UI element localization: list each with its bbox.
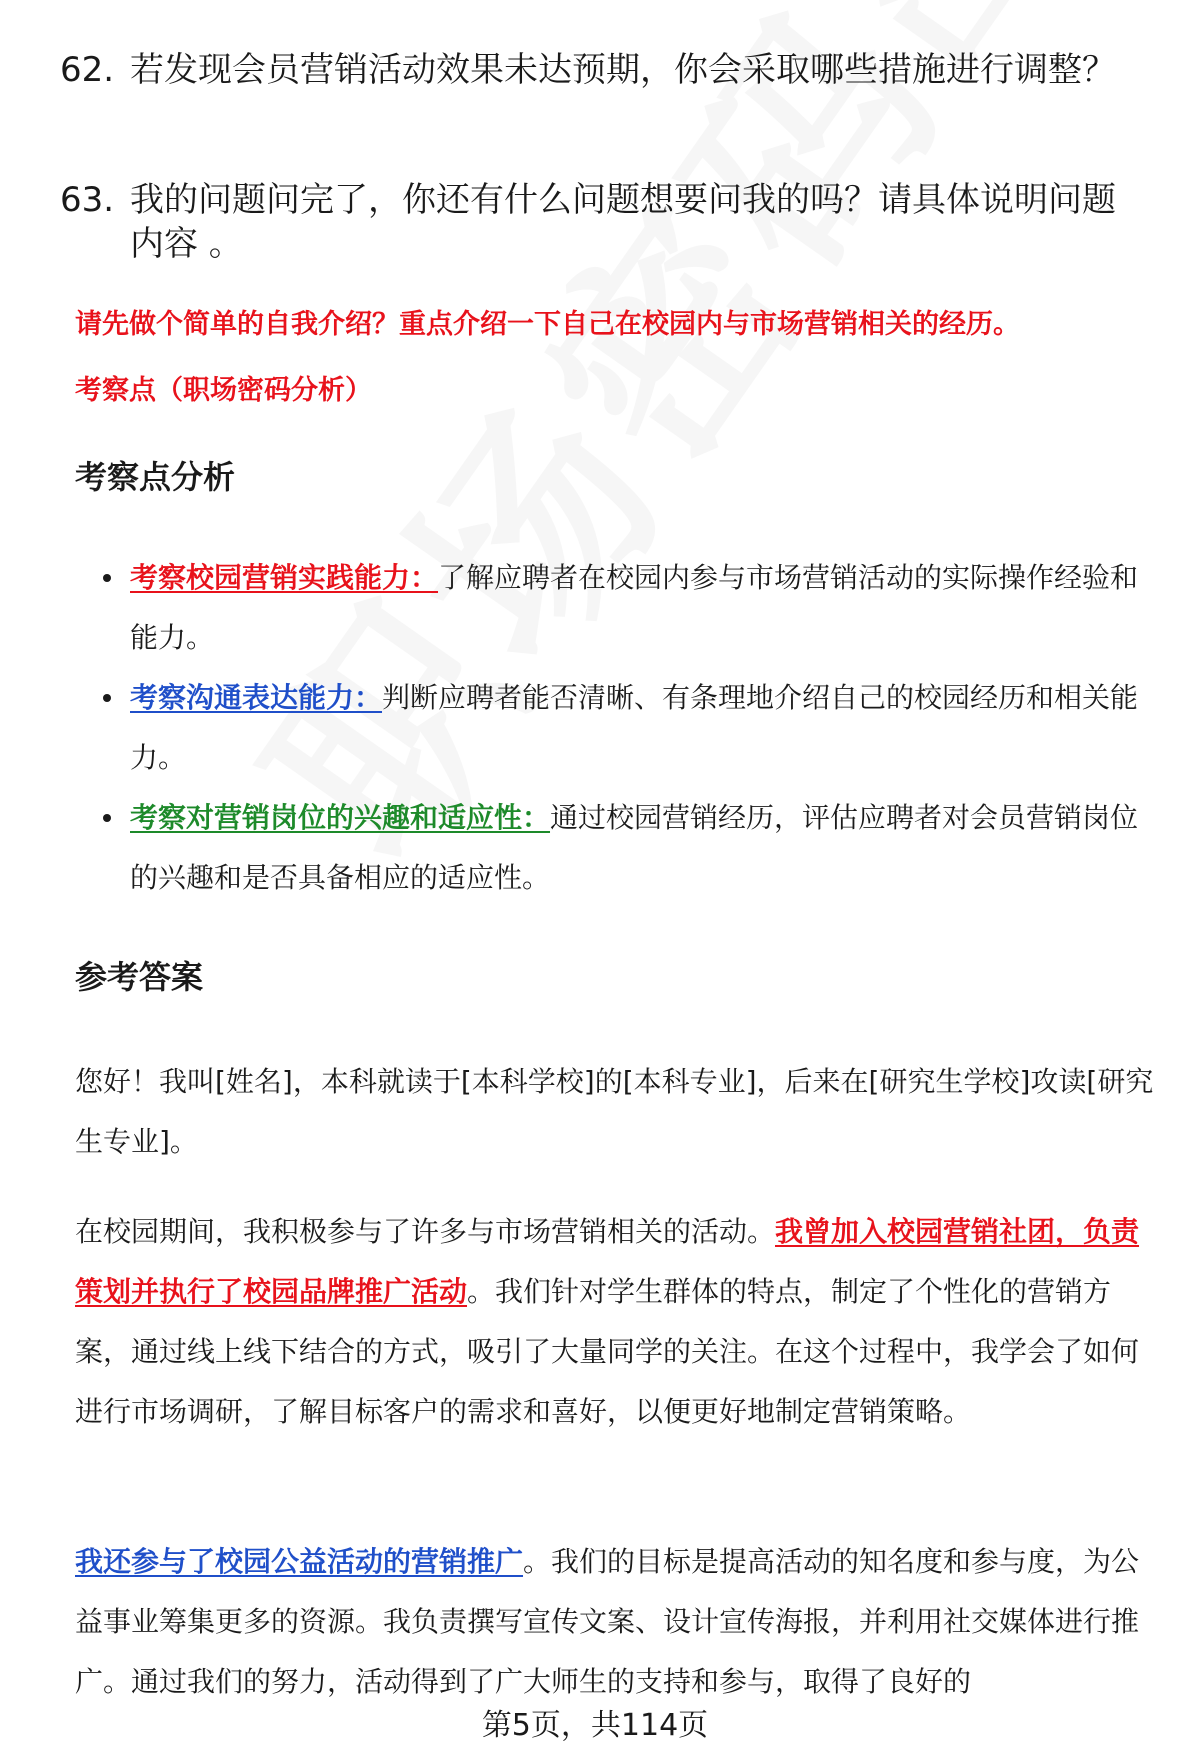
answer-paragraph-1: 您好！我叫[姓名]，本科就读于[本科学校]的[本科专业]，后来在[研究生学校]攻读[研究生专业]。 [75, 1065, 1154, 1158]
list-item [75, 668, 1155, 788]
point-label: 考察校园营销实践能力： [130, 561, 439, 594]
bullet-icon [103, 694, 111, 702]
paragraph-text: 。我们针对学生群体的特点，制定了个性化的营销方案，通过线上线下结合的方式，吸引了大量同学的关注。在这个过程中，我学会了如何进行市场调研，了解目标客户的需求和喜好，以便更好地制定营销策略。 [75, 1275, 1140, 1428]
question-number: 62. [60, 50, 115, 90]
point-text: 通过校园营销经历，评估应聘者对会员营销岗位的兴趣和是否具备相应的适应性。 [130, 801, 1139, 894]
answer-heading: 参考答案 [75, 958, 204, 996]
list-item [75, 548, 1155, 668]
question-number: 63. [60, 180, 115, 220]
list-item [75, 788, 1155, 908]
main-question: 请先做个简单的自我介绍？重点介绍一下自己在校园内与市场营销相关的经历。 [75, 309, 1020, 340]
point-text: 了解应聘者在校园内参与市场营销活动的实际操作经验和能力。 [130, 561, 1139, 654]
page-footer: 第5页，共114页 [481, 1708, 709, 1743]
analysis-list [75, 548, 1155, 908]
question-63 [60, 178, 1140, 266]
paragraph-highlight: 我还参与了校园公益活动的营销推广 [75, 1545, 524, 1578]
paragraph-text: 。我们的目标是提高活动的知名度和参与度，为公益事业筹集更多的资源。我负责撰写宣传文案、设计宣传海报，并利用社交媒体进行推广。通过我们的努力，活动得到了广大师生的支持和参与，取得了良好的 [75, 1545, 1140, 1698]
answer-paragraph-3 [75, 1532, 1155, 1712]
answer-paragraph-2 [75, 1202, 1155, 1442]
analysis-heading: 考察点分析 [75, 458, 236, 496]
paragraph-highlight: 我曾加入校园营销社团，负责策划并执行了校园品牌推广活动 [75, 1215, 1140, 1308]
question-text: 若发现会员营销活动效果未达预期，你会采取哪些措施进行调整？ [130, 50, 1116, 90]
question-62 [60, 48, 1140, 92]
paragraph-text: 在校园期间，我积极参与了许多与市场营销相关的活动。 [75, 1215, 776, 1248]
point-label: 考察对营销岗位的兴趣和适应性： [130, 801, 551, 834]
point-label: 考察沟通表达能力： [130, 681, 383, 714]
question-text: 我的问题问完了，你还有什么问题想要问我的吗？请具体说明问题内容 。 [130, 180, 1116, 264]
bullet-icon [103, 814, 111, 822]
bullet-icon [103, 574, 111, 582]
point-text: 判断应聘者能否清晰、有条理地介绍自己的校园经历和相关能力。 [130, 681, 1139, 774]
exam-point-label: 考察点（职场密码分析） [75, 375, 372, 406]
